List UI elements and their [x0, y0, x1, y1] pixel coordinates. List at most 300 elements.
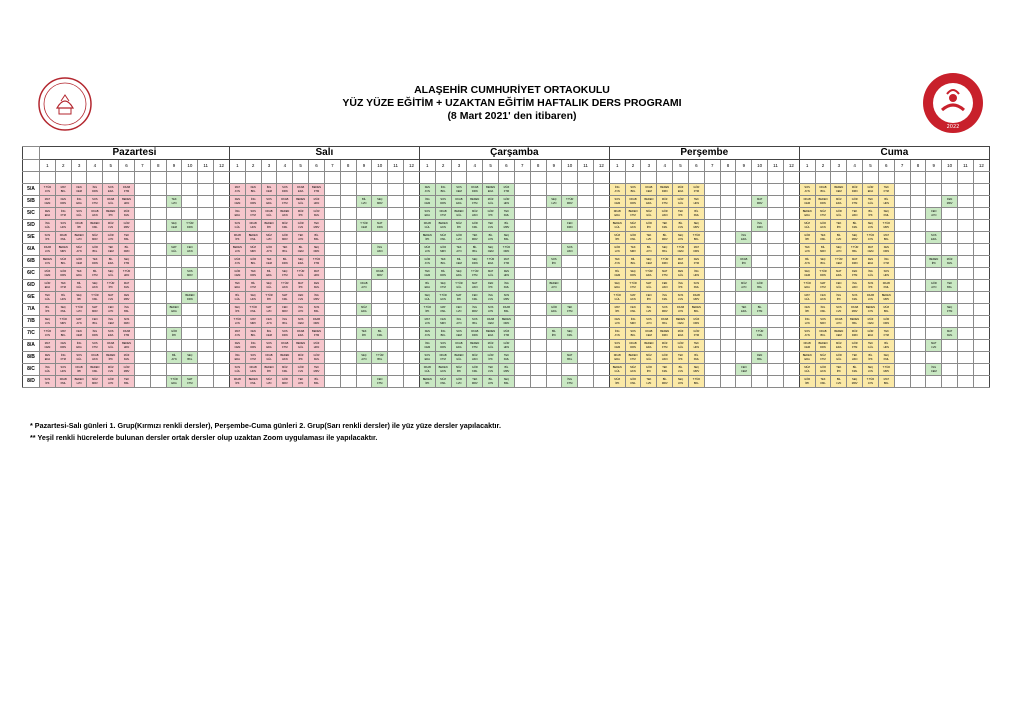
lesson-cell — [324, 244, 340, 256]
lesson-cell: MAT CEM — [863, 244, 879, 256]
lesson-cell: BİL AYN — [166, 352, 182, 364]
lesson-cell: T.TÜR HKN — [119, 268, 135, 280]
lesson-cell: SOS MRV — [499, 292, 515, 304]
lesson-cell: TEK GÜL — [40, 292, 56, 304]
lesson-cell — [783, 340, 799, 352]
period-number: 4 — [467, 160, 483, 172]
notes — [30, 420, 501, 444]
lesson-cell — [704, 352, 720, 364]
lesson-cell: BİL HKN — [878, 340, 894, 352]
lesson-cell: TEK BKL — [119, 232, 135, 244]
lesson-cell — [768, 220, 784, 232]
corner-cell — [23, 172, 40, 184]
period-time — [277, 172, 293, 184]
lesson-cell — [768, 328, 784, 340]
program-date: (8 Mart 2021' den itibaren) — [447, 110, 577, 122]
lesson-cell: BİL LVN — [673, 364, 689, 376]
lesson-cell — [910, 328, 926, 340]
period-time — [435, 172, 451, 184]
lesson-cell: MAT CEM — [40, 196, 56, 208]
lesson-cell: İNG CEM — [419, 196, 435, 208]
lesson-cell — [910, 256, 926, 268]
lesson-cell: TEK GÜL — [863, 196, 879, 208]
lesson-cell: İNG MRV — [625, 316, 641, 328]
lesson-cell — [182, 316, 198, 328]
lesson-cell — [214, 184, 230, 196]
lesson-cell: SOS DRN — [435, 340, 451, 352]
lesson-cell: T.TÜR İPK — [419, 304, 435, 316]
lesson-cell: SEÇ MRV — [847, 232, 863, 244]
lesson-cell: BEDEN HKN — [119, 340, 135, 352]
lesson-cell — [372, 364, 388, 376]
lesson-cell: GÖR İPK — [799, 376, 815, 388]
lesson-cell — [150, 220, 166, 232]
lesson-cell — [356, 376, 372, 388]
lesson-cell: SEÇ İPK — [229, 304, 245, 316]
lesson-cell: BEDEN GÜL — [451, 352, 467, 364]
lesson-cell — [593, 220, 609, 232]
lesson-cell — [182, 256, 198, 268]
lesson-cell — [973, 352, 989, 364]
lesson-cell — [910, 244, 926, 256]
lesson-cell: BİL DRN — [119, 244, 135, 256]
lesson-cell — [736, 352, 752, 364]
lesson-cell: MAT MRV — [245, 316, 261, 328]
lesson-cell: İNG LVN — [483, 292, 499, 304]
lesson-cell: SEÇ BKL — [499, 376, 515, 388]
lesson-cell — [562, 292, 578, 304]
lesson-cell: FEN İPK — [483, 280, 499, 292]
lesson-cell — [720, 328, 736, 340]
lesson-cell — [198, 220, 214, 232]
lesson-cell: FEN EDA — [863, 256, 879, 268]
lesson-cell — [134, 280, 150, 292]
weekly-schedule-table — [22, 146, 990, 388]
lesson-cell — [324, 292, 340, 304]
lesson-cell — [910, 364, 926, 376]
lesson-cell: TEK BKL — [942, 280, 958, 292]
lesson-cell — [388, 340, 404, 352]
lesson-cell: SEÇ BKL — [657, 244, 673, 256]
period-time — [625, 172, 641, 184]
period-time — [973, 172, 989, 184]
lesson-cell — [150, 340, 166, 352]
lesson-cell — [166, 256, 182, 268]
lesson-cell: TEK AYN — [451, 244, 467, 256]
lesson-cell: BEDEN KML — [87, 364, 103, 376]
lesson-cell: GÖR AYN — [419, 256, 435, 268]
lesson-cell: SEÇ GÜL — [261, 280, 277, 292]
lesson-cell — [150, 256, 166, 268]
lesson-cell: BEDEN BKL — [847, 316, 863, 328]
lesson-cell: GÖR KML — [625, 376, 641, 388]
lesson-cell — [198, 208, 214, 220]
lesson-cell: FEN CEM — [229, 196, 245, 208]
lesson-cell: BEDEN EDA — [799, 352, 815, 364]
lesson-cell: BEDEN MRV — [55, 244, 71, 256]
lesson-cell — [340, 328, 356, 340]
lesson-cell: BEDEN İPK — [261, 220, 277, 232]
lesson-cell — [182, 208, 198, 220]
lesson-cell: MÜZ İPK — [609, 376, 625, 388]
lesson-cell — [340, 340, 356, 352]
lesson-cell: FEN CEM — [229, 340, 245, 352]
lesson-cell: T.TÜR GÜL — [451, 280, 467, 292]
lesson-cell — [356, 256, 372, 268]
period-number: 6 — [119, 160, 135, 172]
lesson-cell — [182, 364, 198, 376]
day-header: Salı — [229, 147, 419, 160]
period-number: 1 — [40, 160, 56, 172]
lesson-cell — [593, 196, 609, 208]
lesson-cell — [514, 376, 530, 388]
lesson-cell: SEÇ LVN — [863, 220, 879, 232]
lesson-cell — [134, 352, 150, 364]
lesson-cell: BİL FTM — [245, 280, 261, 292]
lesson-cell: SOS FTM — [87, 196, 103, 208]
period-time — [530, 172, 546, 184]
lesson-cell: DKAB GÜL — [103, 340, 119, 352]
lesson-cell — [593, 316, 609, 328]
lesson-cell — [958, 232, 974, 244]
lesson-cell: BİL KML — [688, 352, 704, 364]
lesson-cell — [198, 292, 214, 304]
lesson-cell: T.TÜR HKN — [277, 280, 293, 292]
period-number: 8 — [150, 160, 166, 172]
lesson-cell: GÖR KML — [625, 232, 641, 244]
lesson-cell: TEK LVN — [483, 364, 499, 376]
lesson-cell — [894, 316, 910, 328]
lesson-cell — [372, 340, 388, 352]
lesson-cell — [704, 376, 720, 388]
lesson-cell: BİL DRN — [277, 256, 293, 268]
period-time — [910, 172, 926, 184]
lesson-cell — [530, 256, 546, 268]
lesson-cell: FEN AYN — [261, 316, 277, 328]
lesson-cell: SOS LVN — [831, 304, 847, 316]
lesson-cell: MAT MRV — [752, 196, 768, 208]
lesson-cell — [388, 244, 404, 256]
lesson-cell: TEK KML — [657, 364, 673, 376]
period-number: 12 — [404, 160, 420, 172]
lesson-cell: FEN BKL — [752, 352, 768, 364]
lesson-cell: GÖR AYN — [103, 376, 119, 388]
lesson-cell — [372, 292, 388, 304]
lesson-cell: İNG KML — [657, 292, 673, 304]
lesson-cell: MAT LVN — [261, 304, 277, 316]
lesson-cell: DKAB KML — [55, 232, 71, 244]
lesson-cell — [546, 268, 562, 280]
lesson-cell — [372, 256, 388, 268]
lesson-cell — [134, 340, 150, 352]
period-number: 2 — [815, 160, 831, 172]
lesson-cell: MAT BKL — [55, 328, 71, 340]
period-time — [894, 172, 910, 184]
lesson-cell — [768, 244, 784, 256]
lesson-cell: FEN AYN — [419, 184, 435, 196]
lesson-cell: MÜZ İPK — [451, 364, 467, 376]
lesson-cell — [783, 184, 799, 196]
lesson-cell — [704, 292, 720, 304]
lesson-cell: MAT BKL — [562, 352, 578, 364]
lesson-cell: MAT FTM — [499, 256, 515, 268]
lesson-cell — [752, 184, 768, 196]
lesson-cell — [514, 256, 530, 268]
lesson-cell — [372, 232, 388, 244]
lesson-cell — [150, 292, 166, 304]
lesson-cell — [894, 196, 910, 208]
lesson-cell: MAT EDA — [831, 268, 847, 280]
lesson-cell: BEDEN GÜL — [293, 196, 309, 208]
period-time — [815, 172, 831, 184]
lesson-cell: BİL LVN — [831, 232, 847, 244]
class-label: 6/E — [23, 292, 40, 304]
lesson-cell: İNG LVN — [641, 304, 657, 316]
lesson-cell — [134, 316, 150, 328]
lesson-cell: MÜZ KML — [942, 256, 958, 268]
lesson-cell: MÜZ GÜL — [799, 220, 815, 232]
lesson-cell — [166, 316, 182, 328]
lesson-cell: T.TÜR BKL — [847, 244, 863, 256]
period-time — [847, 172, 863, 184]
period-time — [71, 172, 87, 184]
lesson-cell — [942, 364, 958, 376]
lesson-cell: SOS DRN — [435, 196, 451, 208]
class-label: 5/E — [23, 232, 40, 244]
lesson-cell — [578, 256, 594, 268]
lesson-cell: BEDEN İPK — [419, 232, 435, 244]
note-zoom-info: ** Yeşil renkli hücrelerde bulunan dersler ortak dersler olup uzaktan Zoom uygulaması ile yapılacaktır. — [30, 433, 378, 442]
lesson-cell — [973, 184, 989, 196]
lesson-cell — [546, 340, 562, 352]
day-header: Pazartesi — [40, 147, 230, 160]
corner-cell — [23, 160, 40, 172]
lesson-cell — [514, 328, 530, 340]
lesson-cell — [736, 244, 752, 256]
period-time — [214, 172, 230, 184]
lesson-cell: MAT FTM — [815, 280, 831, 292]
lesson-cell: T.TÜR KML — [752, 328, 768, 340]
lesson-cell: TEK LVN — [641, 232, 657, 244]
lesson-cell: TEK LVN — [641, 376, 657, 388]
lesson-cell — [720, 316, 736, 328]
lesson-cell: MÜZ DRN — [847, 328, 863, 340]
lesson-cell: T.TÜR DRN — [657, 256, 673, 268]
lesson-cell: SEÇ KML — [878, 352, 894, 364]
lesson-cell: SOS HKN — [878, 268, 894, 280]
lesson-cell — [736, 220, 752, 232]
lesson-cell — [578, 376, 594, 388]
lesson-cell — [894, 376, 910, 388]
lesson-cell: SEÇ FTM — [942, 304, 958, 316]
lesson-cell: T.TÜR CEM — [356, 220, 372, 232]
lesson-cell: TEK İPK — [831, 364, 847, 376]
lesson-cell — [910, 316, 926, 328]
lesson-cell — [404, 184, 420, 196]
lesson-cell: MÜZ KML — [119, 208, 135, 220]
period-time — [166, 172, 182, 184]
lesson-cell: DKAB MRV — [372, 268, 388, 280]
lesson-cell — [783, 208, 799, 220]
lesson-cell — [150, 184, 166, 196]
lesson-cell — [910, 280, 926, 292]
lesson-cell: SOS CEM — [609, 340, 625, 352]
lesson-cell: BİL DRN — [435, 268, 451, 280]
lesson-cell — [356, 232, 372, 244]
lesson-cell: SOS GÜL — [71, 208, 87, 220]
class-label: 5/B — [23, 196, 40, 208]
lesson-cell: GÖR EDA — [863, 184, 879, 196]
lesson-cell — [546, 232, 562, 244]
lesson-cell — [768, 376, 784, 388]
period-time — [958, 172, 974, 184]
lesson-cell — [372, 316, 388, 328]
lesson-cell: MÜZ LVN — [261, 232, 277, 244]
lesson-cell: MÜZ CEM — [863, 316, 879, 328]
lesson-cell: T.TÜR MRV — [878, 220, 894, 232]
lesson-cell — [404, 220, 420, 232]
lesson-cell: TEK HKN — [847, 352, 863, 364]
lesson-cell: İNG EDA — [229, 352, 245, 364]
lesson-cell: TEK İPK — [673, 352, 689, 364]
period-number: 11 — [768, 160, 784, 172]
lesson-cell: DKAB KML — [878, 280, 894, 292]
lesson-cell: MÜZ GÜL — [799, 364, 815, 376]
lesson-cell — [562, 364, 578, 376]
lesson-cell: DKAB FTM — [435, 352, 451, 364]
lesson-cell — [546, 364, 562, 376]
lesson-cell — [926, 292, 942, 304]
lesson-cell — [942, 208, 958, 220]
lesson-cell: BEDEN DRN — [815, 340, 831, 352]
lesson-cell: BİL EDA — [103, 256, 119, 268]
lesson-cell — [783, 280, 799, 292]
lesson-cell — [910, 376, 926, 388]
lesson-cell: TEK KML — [815, 376, 831, 388]
lesson-cell — [910, 268, 926, 280]
lesson-cell: T.TÜR FTM — [625, 280, 641, 292]
lesson-cell: SOS CEM — [451, 328, 467, 340]
lesson-cell: MÜZ DRN — [688, 316, 704, 328]
lesson-cell: MAT FTM — [657, 268, 673, 280]
lesson-cell — [894, 184, 910, 196]
lesson-cell: TEK FTM — [878, 328, 894, 340]
lesson-cell — [720, 232, 736, 244]
lesson-cell — [578, 184, 594, 196]
lesson-cell — [958, 340, 974, 352]
lesson-cell: İNG AYN — [293, 304, 309, 316]
lesson-cell — [894, 328, 910, 340]
lesson-cell: DKAB MRV — [847, 304, 863, 316]
period-number: 1 — [229, 160, 245, 172]
lesson-cell: MÜZ HKN — [467, 208, 483, 220]
lesson-cell: FEN EDA — [40, 352, 56, 364]
lesson-cell: DKAB GÜL — [419, 220, 435, 232]
lesson-cell — [562, 316, 578, 328]
period-time — [198, 172, 214, 184]
lesson-cell — [324, 196, 340, 208]
lesson-cell: MÜZ GÜL — [483, 196, 499, 208]
lesson-cell — [198, 328, 214, 340]
lesson-cell — [973, 208, 989, 220]
period-number: 3 — [831, 160, 847, 172]
lesson-cell: SOS EDA — [419, 352, 435, 364]
lesson-cell: İNG BKL — [277, 316, 293, 328]
lesson-cell — [704, 196, 720, 208]
lesson-cell — [166, 208, 182, 220]
lesson-cell: FEN HKN — [815, 292, 831, 304]
lesson-cell — [562, 280, 578, 292]
lesson-cell: MAT KML — [942, 328, 958, 340]
lesson-cell — [340, 292, 356, 304]
lesson-cell — [530, 328, 546, 340]
lesson-cell: T.TÜR EDA — [483, 256, 499, 268]
lesson-cell: MAT AYN — [229, 328, 245, 340]
lesson-cell: DKAB GÜL — [261, 352, 277, 364]
lesson-cell — [546, 352, 562, 364]
lesson-cell: FEN KML — [467, 292, 483, 304]
lesson-cell: MAT GÜL — [641, 280, 657, 292]
lesson-cell — [514, 196, 530, 208]
lesson-cell: TEK BKL — [119, 376, 135, 388]
lesson-cell — [578, 352, 594, 364]
lesson-cell: BİL CEM — [293, 244, 309, 256]
lesson-cell — [198, 376, 214, 388]
lesson-cell — [182, 328, 198, 340]
lesson-cell: GÖR FTM — [688, 328, 704, 340]
lesson-cell: DKAB DRN — [467, 184, 483, 196]
lesson-cell — [182, 184, 198, 196]
lesson-cell: BEDEN KML — [245, 376, 261, 388]
lesson-cell: GÖR KML — [309, 352, 325, 364]
lesson-cell: BİL LVN — [831, 376, 847, 388]
lesson-cell: BİL LVN — [673, 220, 689, 232]
lesson-cell — [593, 268, 609, 280]
lesson-cell: BEDEN HKN — [277, 208, 293, 220]
lesson-cell — [593, 280, 609, 292]
lesson-cell: T.TÜR LVN — [71, 304, 87, 316]
lesson-cell — [340, 184, 356, 196]
lesson-cell — [404, 208, 420, 220]
lesson-cell: MAT HKN — [309, 268, 325, 280]
lesson-cell: MÜZ KML — [119, 352, 135, 364]
lesson-cell: GÖR İPK — [483, 352, 499, 364]
lesson-cell: BEDEN İPK — [103, 208, 119, 220]
lesson-cell: SOS EDA — [103, 184, 119, 196]
lesson-cell — [593, 184, 609, 196]
period-number: 4 — [847, 160, 863, 172]
lesson-cell: MAT AYN — [71, 316, 87, 328]
lesson-cell: SEÇ HKN — [245, 292, 261, 304]
lesson-cell: MAT KML — [435, 304, 451, 316]
lesson-cell — [166, 292, 182, 304]
lesson-cell — [324, 316, 340, 328]
lesson-cell: TEK LVN — [166, 196, 182, 208]
lesson-cell: GÖR BKL — [245, 256, 261, 268]
lesson-cell: GÖR HKN — [499, 340, 515, 352]
lesson-cell — [546, 292, 562, 304]
lesson-cell: BEDEN AYN — [40, 256, 56, 268]
lesson-cell — [214, 304, 230, 316]
lesson-cell: İNG FTM — [55, 208, 71, 220]
period-number: 9 — [356, 160, 372, 172]
lesson-cell: GÖR MRV — [277, 376, 293, 388]
lesson-cell — [404, 316, 420, 328]
period-time — [688, 172, 704, 184]
lesson-cell: MÜZ BKL — [55, 256, 71, 268]
lesson-cell: TEK HKN — [847, 208, 863, 220]
lesson-cell: BEDEN AYN — [863, 304, 879, 316]
